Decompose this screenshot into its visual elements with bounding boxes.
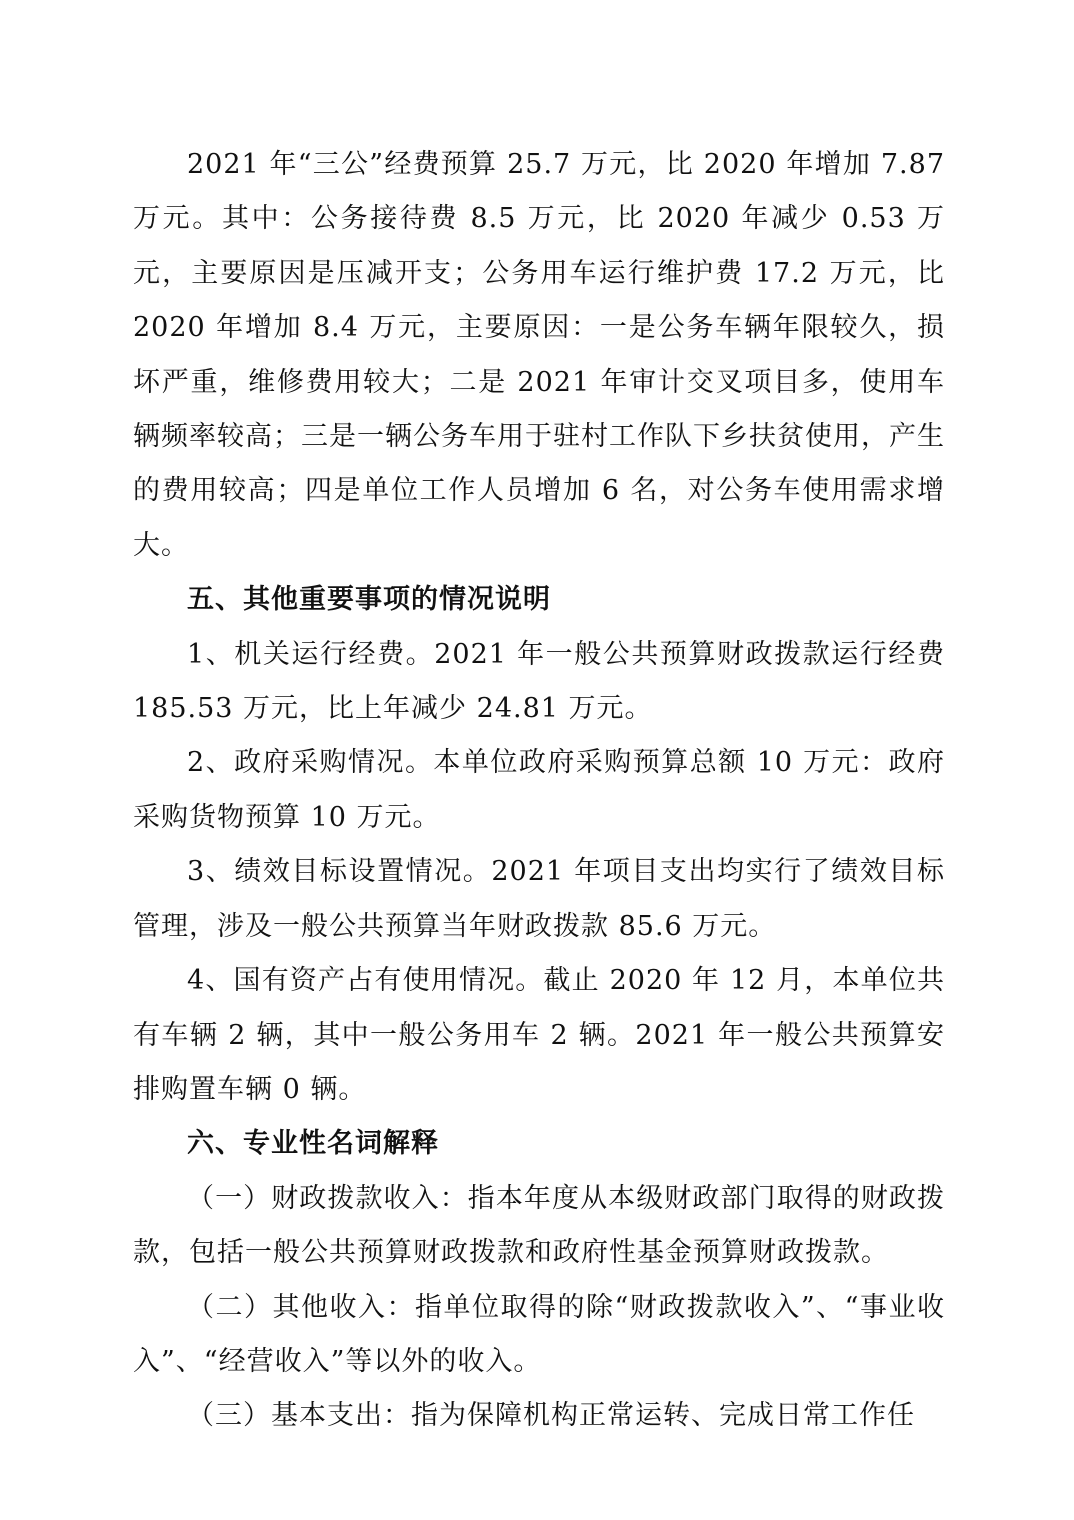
paragraph-operating-expenses: 1、机关运行经费。2021 年一般公共预算财政拨款运行经费 185.53 万元，比上年减少 24.81 万元。 (133, 638, 945, 725)
paragraph-government-procurement: 2、政府采购情况。本单位政府采购预算总额 10 万元：政府采购货物预算 10 万元。 (133, 747, 945, 833)
document-page (133, 138, 945, 1444)
paragraph-term-1: （一）财政拨款收入：指本年度从本级财政部门取得的财政拨款，包括一般公共预算财政拨款和政府性基金预算财政拨款。 (133, 1182, 945, 1269)
section-heading-6: 六、专业性名词解释 (187, 1128, 439, 1160)
section-heading-5: 五、其他重要事项的情况说明 (187, 584, 551, 616)
paragraph-sangong-budget: 2021 年“三公”经费预算 25.7 万元，比 2020 年增加 7.87 万元。其中：公务接待费 8.5 万元，比 2020 年减少 0.53 万元，主要原因是压减开支；公务用车运行维护费 17.2 万元，比 2020 年增加 8.4 万元，主要原因：一是公务车辆年限较久，损坏严重，维修费用较大；二是 2021 年审计交叉项目多，使用车辆频率较高；三是一辆公务车用于驻村工作队下乡扶贫使用，产生的费用较高；四是单位工作人员增加 6 名，对公务车使用需求增大。 (133, 149, 945, 561)
paragraph-term-2: （二）其他收入：指单位取得的除“财政拨款收入”、“事业收入”、“经营收入”等以外的收入。 (133, 1291, 945, 1377)
paragraph-state-assets: 4、国有资产占有使用情况。截止 2020 年 12 月，本单位共有车辆 2 辆，其中一般公务用车 2 辆。2021 年一般公共预算安排购置车辆 0 辆。 (133, 965, 945, 1105)
paragraph-performance-targets: 3、绩效目标设置情况。2021 年项目支出均实行了绩效目标管理，涉及一般公共预算当年财政拨款 85.6 万元。 (133, 856, 945, 942)
paragraph-term-3: （三）基本支出：指为保障机构正常运转、完成日常工作任 (187, 1400, 915, 1432)
